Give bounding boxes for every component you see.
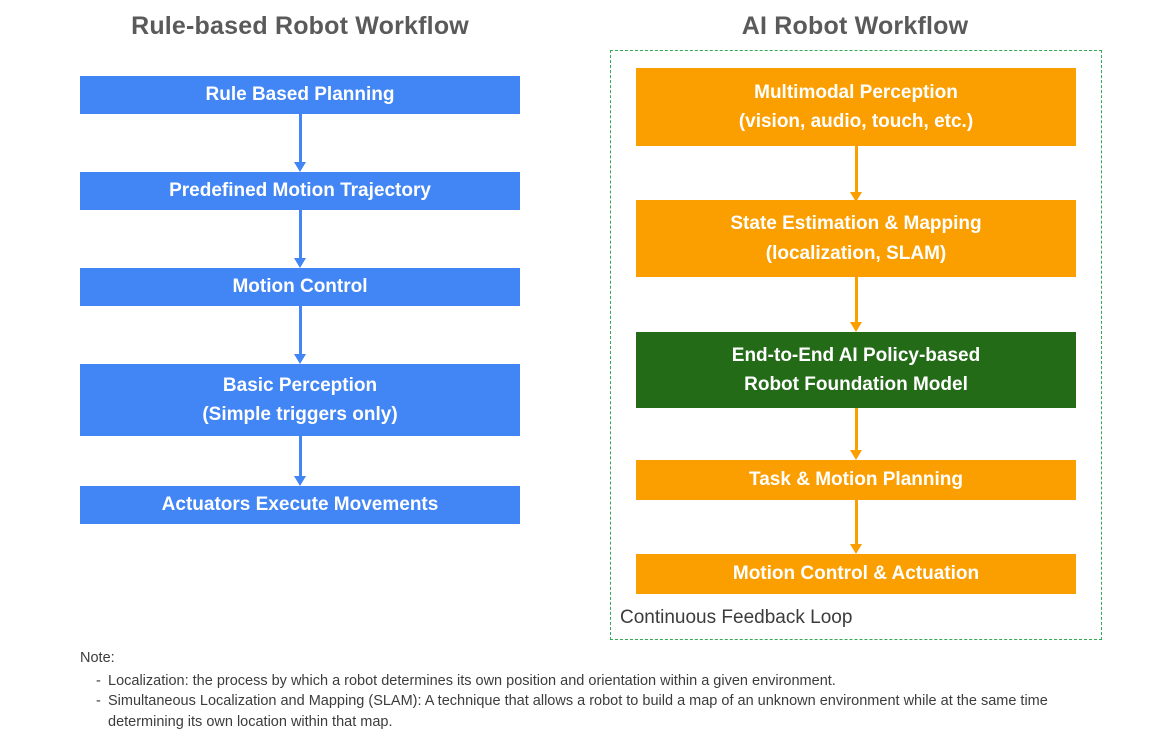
left-step-3-label: Motion Control [232,276,368,298]
right-step-4-label: Task & Motion Planning [749,469,963,491]
left-step-2-predefined-motion-trajectory [80,172,520,210]
note-item-text: Simultaneous Localization and Mapping (SLAM): A technique that allows a robot to build a map of an unknown environment while at the same time determining its own location within that map. [108,693,1048,730]
left-step-4-label: Basic Perception [222,374,378,396]
left-step-1-label: Rule Based Planning [205,84,395,106]
right-step-2-sublabel: (localization, SLAM) [765,242,947,264]
left-step-4-basic-perception [80,364,520,436]
right-step-3-sublabel: Robot Foundation Model [744,374,968,395]
left-step-2-label: Predefined Motion Trajectory [169,180,431,202]
right-step-5-motion-control-actuation [636,554,1076,594]
left-step-1-rule-based-planning [80,76,520,114]
note-bullet-marker: - [96,672,101,689]
right-step-1-label: Multimodal Perception [754,81,958,103]
right-column-title: AI Robot Workflow [741,12,969,40]
right-step-4-task-motion-planning [636,460,1076,500]
right-step-2-label: State Estimation & Mapping [730,213,982,235]
note-bullet-marker: - [96,693,101,710]
right-step-5-label: Motion Control & Actuation [732,563,980,585]
right-step-1-multimodal-perception [636,68,1076,146]
left-step-5-label: Actuators Execute Movements [161,494,439,516]
right-step-3-label: End-to-End AI Policy-based [731,344,981,366]
right-step-1-sublabel: (vision, audio, touch, etc.) [738,111,974,132]
right-step-2-state-estimation-mapping [636,200,1076,277]
notes-section [80,648,1120,732]
left-column-title: Rule-based Robot Workflow [131,12,469,40]
notes-heading: Note: [80,650,115,666]
note-item-text: Localization: the process by which a robot determines its own position and orientation within a given environment. [108,672,836,689]
note-item [80,691,1120,732]
left-step-3-motion-control [80,268,520,306]
left-step-4-sublabel: (Simple triggers only) [202,404,398,425]
left-step-5-actuators-execute-movements [80,486,520,524]
note-item [80,671,1120,692]
right-step-3-end-to-end-ai-policy-foundation-model [636,332,1076,408]
continuous-feedback-loop-label: Continuous Feedback Loop [620,607,853,628]
